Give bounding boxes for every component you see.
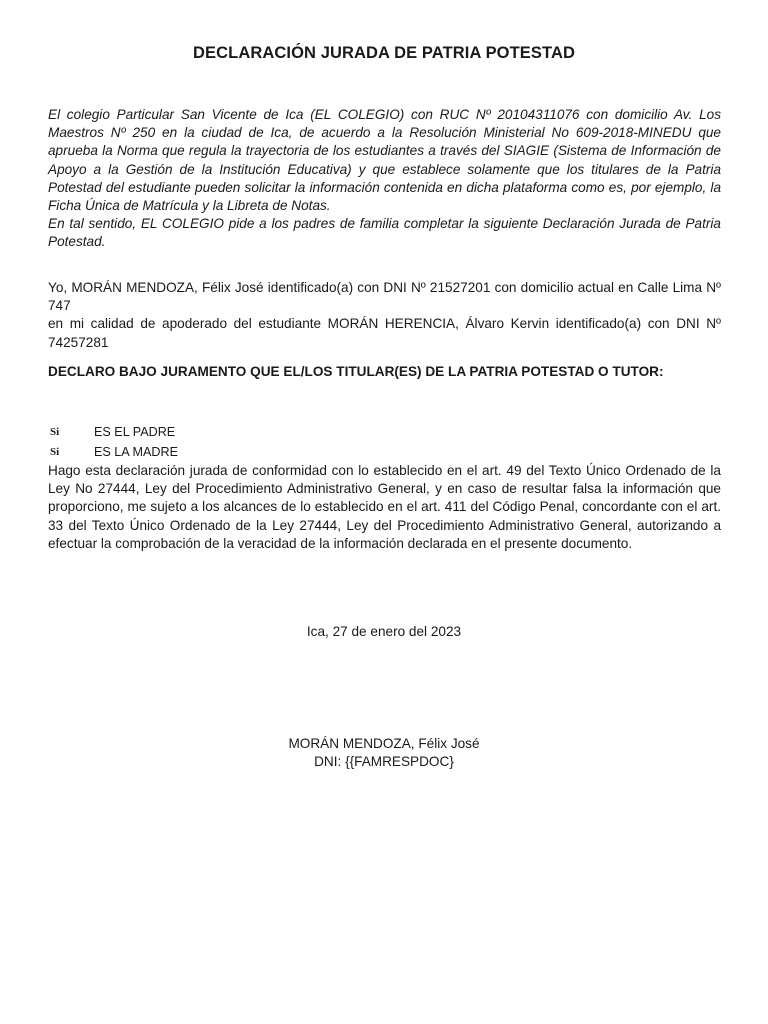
place-date: Ica, 27 de enero del 2023: [306, 624, 462, 639]
declarant-role: en mi calidad de apoderado del estudiante MORÁN HERENCIA, Álvaro Kervin identificado(a) con DNI Nº 74257281: [48, 316, 721, 350]
legal-statement: [48, 462, 721, 553]
declarant-section: [48, 279, 721, 352]
declaration-heading: DECLARO BAJO JURAMENTO QUE EL/LOS TITULAR(ES) DE LA PATRIA POTESTAD O TUTOR:: [48, 364, 664, 379]
option-label: ES LA MADRE: [94, 445, 178, 459]
declarant-identity: Yo, MORÁN MENDOZA, Félix José identificado(a) con DNI Nº 21527201 con domicilio actual en Calle Lima Nº 747: [48, 280, 721, 314]
option-father: [48, 425, 175, 439]
legal-paragraph: Hago esta declaración jurada de conformidad con lo establecido en el art. 49 del Texto Único Ordenado de la Ley No 27444, Ley del Procedimiento Administrativo General, y en caso de resultar falsa la información que proporciono, me sujeto a los alcances de lo establecido en el art. 411 del Código Penal, concordante con el art. 33 del Texto Único Ordenado de la Ley 27444, Ley del Procedimiento Administrativo General, autorizando a efectuar la comprobación de la veracidad de la información declarada en el presente documento.: [48, 463, 721, 551]
option-mark: Si: [50, 446, 60, 458]
document-title: DECLARACIÓN JURADA DE PATRIA POTESTAD: [193, 44, 575, 62]
signature-name: MORÁN MENDOZA, Félix José: [288, 736, 480, 751]
option-mark: Si: [50, 426, 60, 438]
intro-section: [48, 106, 721, 252]
signature-block: [0, 735, 768, 771]
intro-paragraph-request: En tal sentido, EL COLEGIO pide a los padres de familia completar la siguiente Declaración Jurada de Patria Potestad.: [48, 216, 721, 250]
intro-paragraph: El colegio Particular San Vicente de Ica (EL COLEGIO) con RUC Nº 20104311076 con domicilio Av. Los Maestros Nº 250 en la ciudad de Ica, de acuerdo a la Resolución Ministerial No 609-2018-MINEDU que aprueba la Norma que regula la trayectoria de los estudiantes a través del SIAGIE (Sistema de Información de Apoyo a la Gestión de la Institución Educativa) y que establece solamente que los titulares de la Patria Potestad del estudiante pueden solicitar la información contenida en dicha plataforma como es, por ejemplo, la Ficha Única de Matrícula y la Libreta de Notas.: [48, 107, 721, 214]
signature-dni: DNI: {{FAMRESPDOC}: [314, 754, 454, 770]
option-mother: [48, 445, 178, 459]
option-label: ES EL PADRE: [94, 425, 176, 439]
